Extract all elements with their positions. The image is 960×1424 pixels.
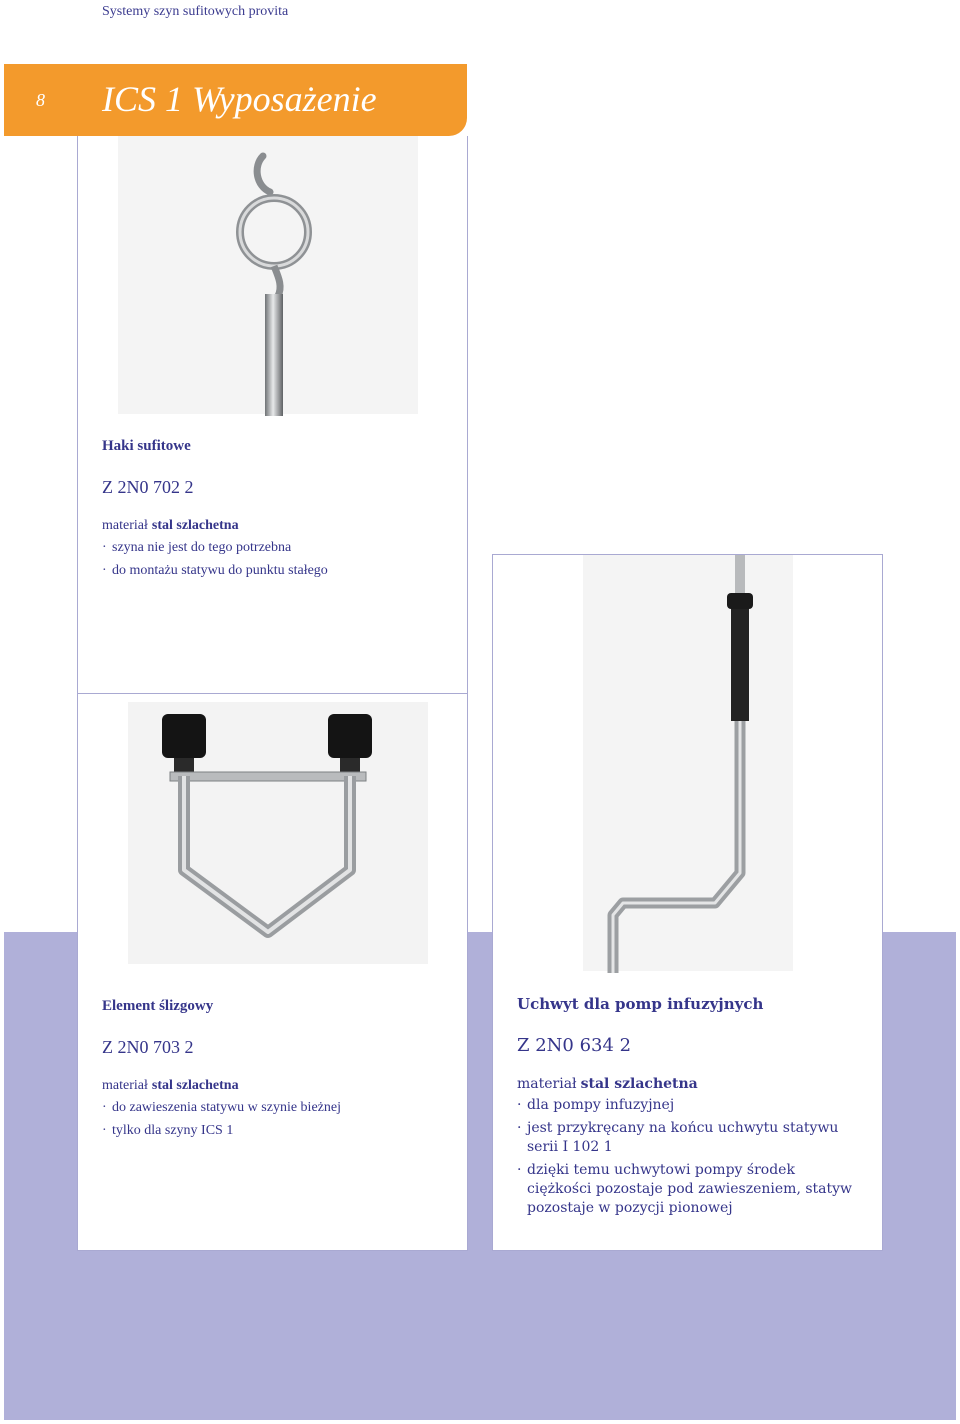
- infusion-pump-holder-photo: [493, 555, 882, 973]
- material-line: [517, 1076, 857, 1092]
- ceiling-hook-photo: [78, 136, 467, 416]
- page-number: 8: [36, 90, 45, 110]
- list-item: · dla pompy infuzyjnej: [517, 1096, 857, 1115]
- feature-list: [517, 1096, 857, 1218]
- material-value: stal szlachetna: [151, 1078, 239, 1093]
- material-value: stal szlachetna: [151, 518, 239, 533]
- material-value: stal szlachetna: [580, 1076, 698, 1092]
- slider-text: [102, 998, 452, 1140]
- category-title: Element ślizgowy: [102, 998, 214, 1014]
- list-item: · dzięki temu uchwytowi pompy środek ciężkości pozostaje pod zawieszeniem, statyw pozostaje w pozycji pionowej: [517, 1161, 857, 1218]
- product-code: Z 2N0 702 2: [102, 477, 194, 497]
- list-item: · szyna nie jest do tego potrzebna: [102, 538, 452, 557]
- hook-text: [102, 438, 452, 580]
- pump-holder-text: [517, 995, 857, 1218]
- title-banner: [4, 64, 467, 136]
- slider-element-photo: [78, 694, 467, 972]
- material-line: [102, 1078, 452, 1094]
- feature-list: [102, 1098, 452, 1140]
- list-item: · do zawieszenia statywu w szynie bieżnej: [102, 1098, 452, 1117]
- product-code: Z 2N0 703 2: [102, 1037, 194, 1057]
- material-line: [102, 518, 452, 534]
- running-header: Systemy szyn sufitowych provita: [102, 4, 289, 19]
- category-title: Uchwyt dla pomp infuzyjnych: [517, 995, 764, 1013]
- feature-list: [102, 538, 452, 580]
- product-card-pump-holder: [492, 554, 883, 1251]
- list-item: · jest przykręcany na końcu uchwytu statywu serii I 102 1: [517, 1119, 857, 1157]
- product-card-hook: [77, 136, 468, 694]
- list-item: · tylko dla szyny ICS 1: [102, 1121, 452, 1140]
- product-card-slider: [77, 693, 468, 1251]
- page-title: ICS 1 Wyposażenie: [102, 79, 377, 119]
- list-item: · do montażu statywu do punktu stałego: [102, 561, 452, 580]
- material-label: materiał: [102, 1078, 148, 1093]
- material-label: materiał: [517, 1076, 577, 1092]
- material-label: materiał: [102, 518, 148, 533]
- category-title: Haki sufitowe: [102, 438, 191, 454]
- product-code: Z 2N0 634 2: [517, 1035, 632, 1056]
